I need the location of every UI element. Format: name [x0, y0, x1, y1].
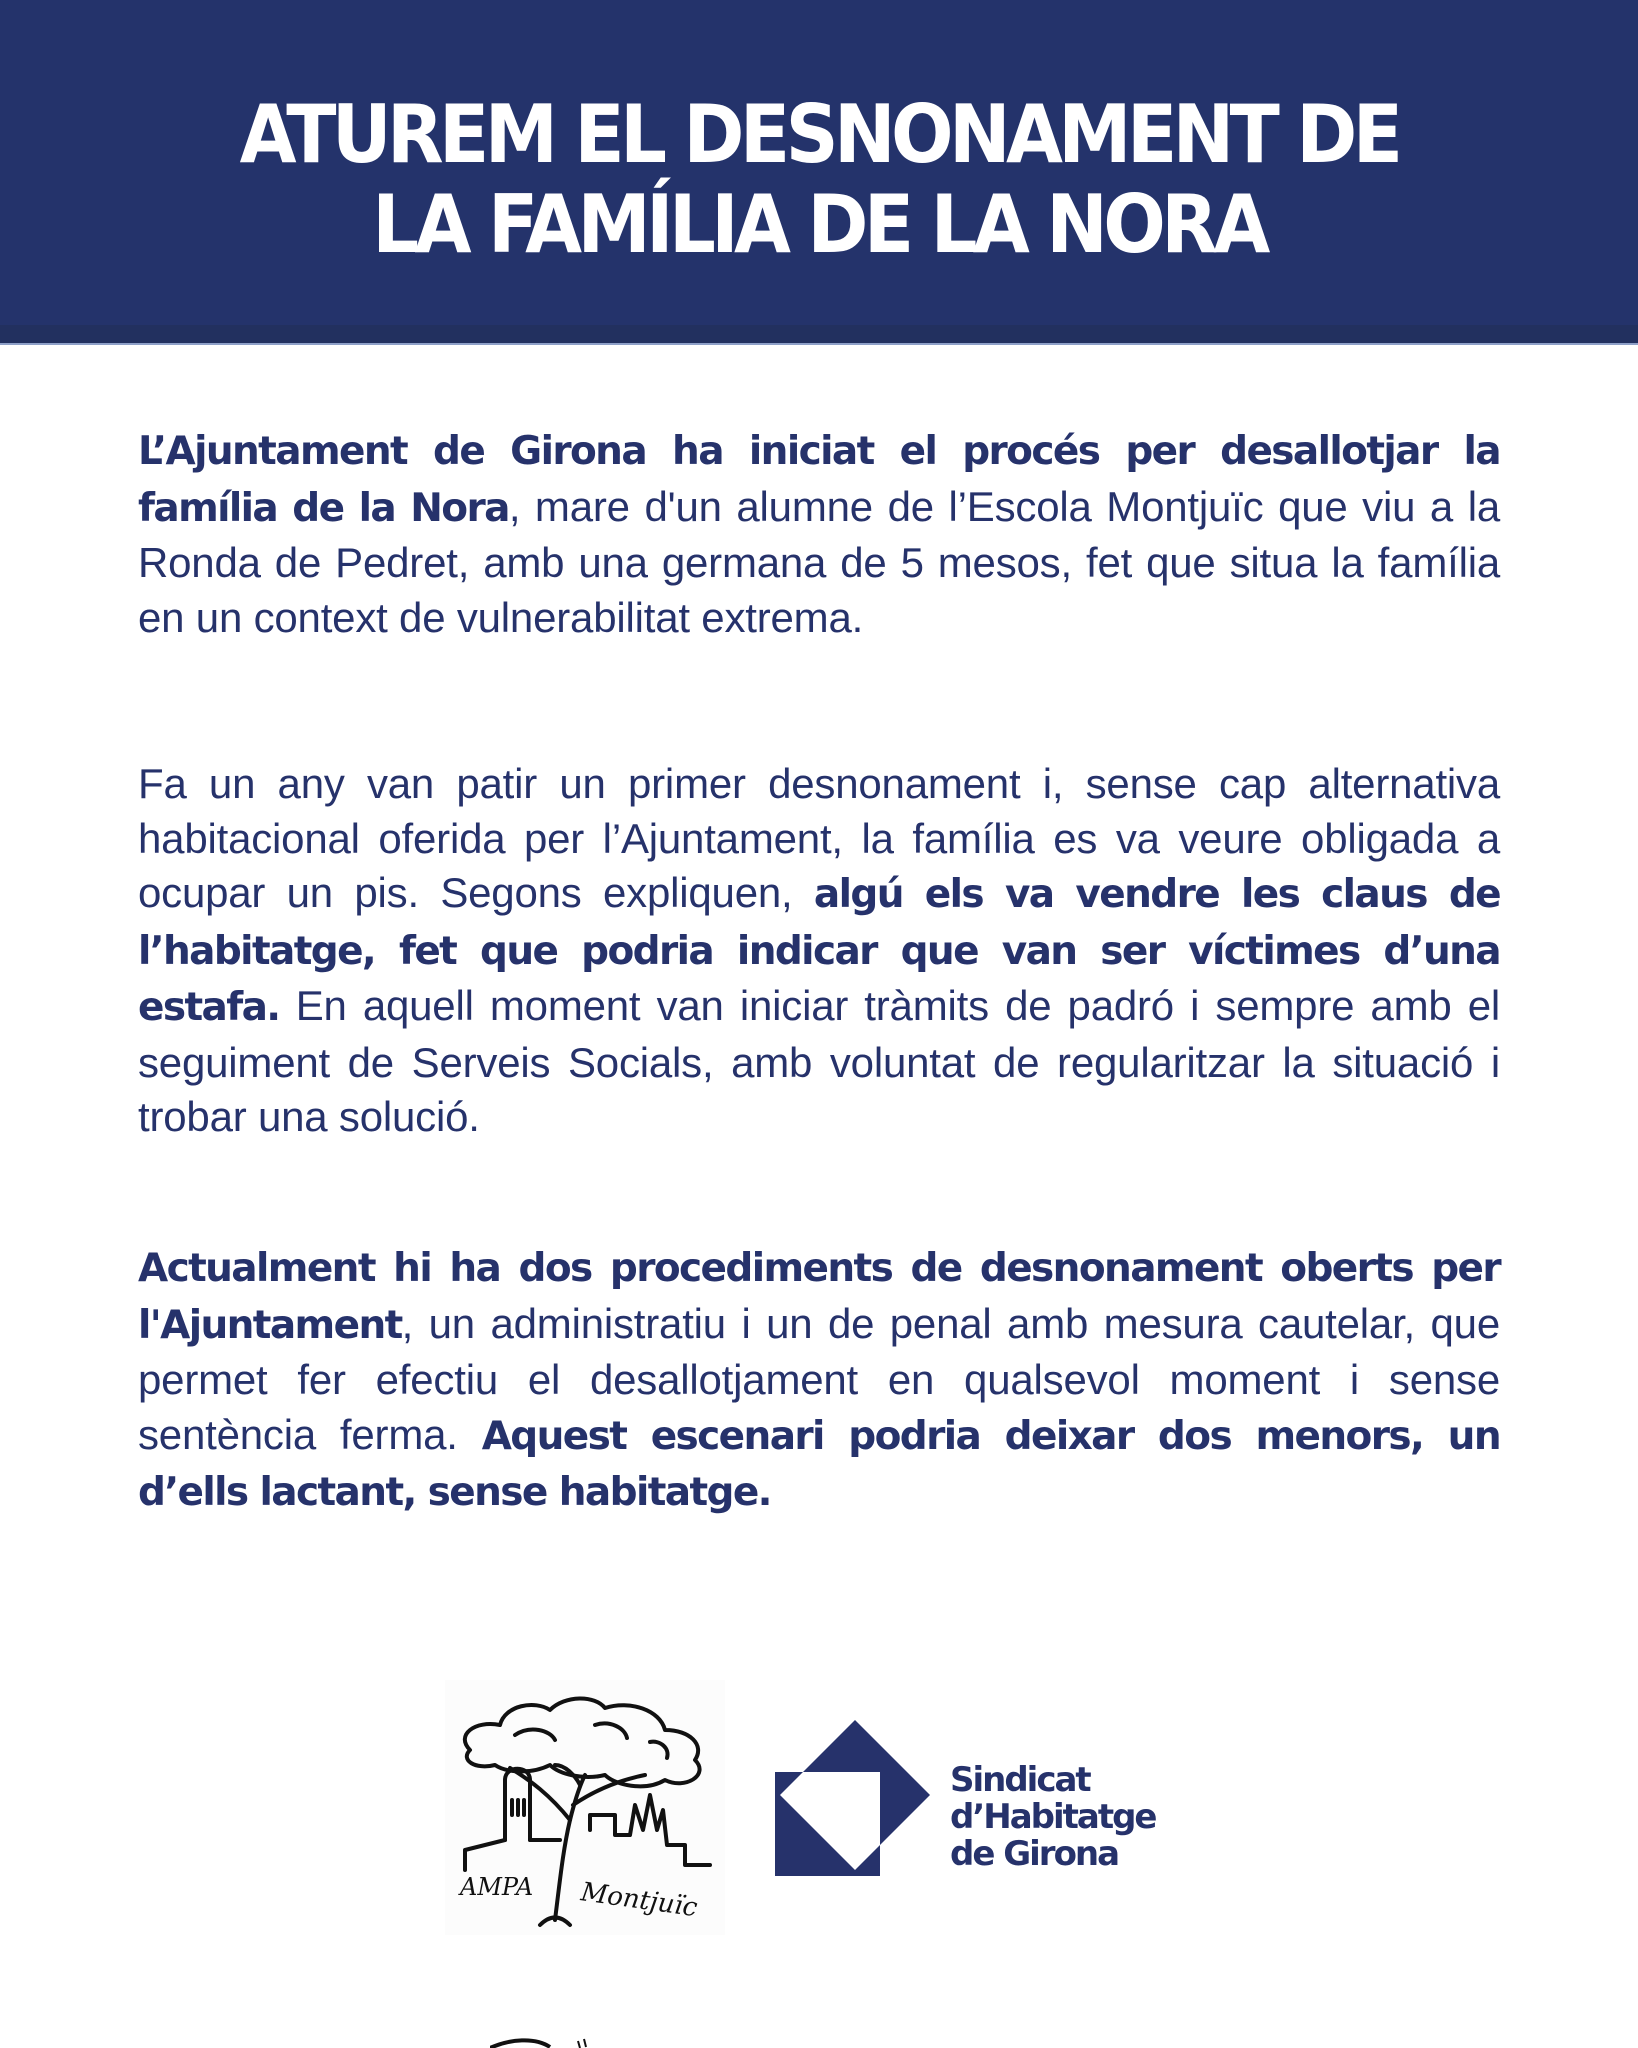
sindicat-logo-mark-icon	[765, 1710, 935, 1880]
paragraph-2-text-1: Fa un any van patir un primer desnonament i, sense cap alternativa habitacional oferida per l’Ajuntament, la família es va veure obligada a ocupar un pis. Segons expliquen,	[138, 760, 1500, 916]
sindicat-line-1: Sindicat	[950, 1760, 1090, 1800]
page-title	[66, 90, 1573, 270]
paragraph-1-bold-1: L’Ajuntament de Girona ha iniciat el procés per desallotjar la família de la Nora	[138, 429, 1500, 531]
paragraph-3	[138, 1240, 1500, 1521]
logos-row	[0, 1670, 1638, 1950]
sindicat-logo-text	[950, 1762, 1156, 1873]
ampa-label: AMPA	[460, 1873, 534, 1901]
paragraph-2-bold-1: algú els va vendre les claus de l’habitatge, fet que podria indicar que van ser víctimes d’una estafa.	[138, 872, 1500, 1030]
paragraph-1-text-1: , mare d'un alumne de l’Escola Montjuïc que viu a la Ronda de Pedret, amb una germana de 5 mesos, fet que situa la família en un context de vulnerabilitat extrema.	[138, 482, 1500, 641]
paragraph-3-bold-1: Actualment hi ha dos procediments de desnonament oberts per l'Ajuntament	[138, 1246, 1500, 1348]
paragraph-1	[138, 423, 1500, 645]
paragraph-3-text-1: , un administratiu i un de penal amb mesura cautelar, que permet fer efectiu el desallotjament en qualsevol moment i sense sentència ferma.	[138, 1299, 1500, 1458]
ampa-montjuic-logo	[445, 1680, 725, 1935]
partial-logo-icon	[490, 2035, 690, 2048]
sindicat-line-3: de Girona	[950, 1834, 1119, 1874]
paragraph-2	[138, 757, 1500, 1145]
title-line-1: ATUREM EL DESNONAMENT DE	[239, 88, 1399, 181]
header-banner	[0, 0, 1638, 345]
sindicat-line-2: d’Habitatge	[950, 1797, 1156, 1837]
tree-icon	[445, 1680, 725, 1935]
title-line-2: LA FAMÍLIA DE LA NORA	[372, 178, 1266, 271]
montjuic-label: Montjuïc	[579, 1877, 700, 1924]
paragraph-2-text-2: En aquell moment van iniciar tràmits de padró i sempre amb el seguiment de Serveis Socials, amb voluntat de regularitzar la situació i trobar una solució.	[138, 982, 1500, 1140]
paragraph-3-bold-2: Aquest escenari podria deixar dos menors, un d’ells lactant, sense habitatge.	[138, 1413, 1500, 1515]
